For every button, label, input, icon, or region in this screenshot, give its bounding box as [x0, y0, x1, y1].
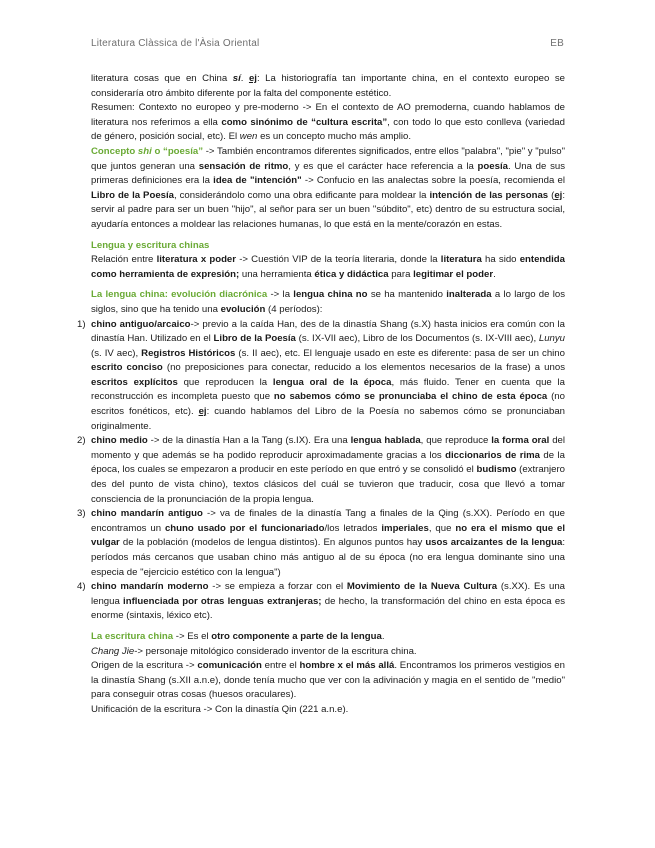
section-heading-lengua-escritura: Lengua y escritura chinas	[91, 239, 210, 251]
paragraph-chang-jie: Chang Jie-> personaje mitológico considerado inventor de la escritura china.	[91, 645, 417, 657]
page-header	[91, 38, 564, 49]
list-item: 1) chino antiguo/arcaico-> previo a la caída Han, des de la dinastía Shang (s.X) hasta inicios era común con la dinastía Han. Utilizado en el Libro de la Poesía (s. IX-VII aec), Libro de los Documentos (s. IX-VIII aec), Lunyu (s. IV aec), Registros Históricos (s. II aec), etc. El lenguaje usado en este es diferente: pasa de ser un chino escrito conciso (no preposiciones para conectar, reducido a los elementos necesarios de la frase) a unos escritos explícitos que reproducen la lengua oral de la época, más fluido. Tener en cuenta que la reconstrucción es incompleta puesto que no sabemos cómo se pronunciaba el chino de esta época (no escritos fonéticos, etc). ej: cuando hablamos del Libro de la Poesía no sabemos cómo se pronunciaban originalmente.	[77, 318, 566, 432]
paragraph-historiography: literatura cosas que en China sí. ej: La historiografía tan importante china, en el contexto europeo se consideraría otro ámbito diferente por la falta del componente estético.	[91, 73, 565, 99]
paragraph-literature-power: Relación entre literatura x poder -> Cuestión VIP de la teoría literaria, donde la literatura ha sido entendida como herramienta de expresión; una herramienta ética y didáctica para legitimar el poder.	[91, 254, 565, 280]
paragraph-diachronic-evolution: La lengua china: evolución diacrónica -> la lengua china no se ha mantenido inalterada a lo largo de los siglos, sino que ha tenido una evolución (4 períodos):	[91, 289, 566, 315]
paragraph-summary: Resumen: Contexto no europeo y pre-moderno -> En el contexto de AO premoderna, cuando hablamos de literatura nos referimos a ella como sinónimo de “cultura escrita”, con todo lo que esto conlleva (variedad de género, posición social, etc). El wen es un concepto mucho más amplio.	[91, 102, 565, 143]
header-title: Literatura Clàssica de l'Àsia Oriental	[91, 38, 260, 49]
list-item: 3) chino mandarín antiguo -> va de finales de la dinastía Tang a finales de la Qing (s.XX). Período en que encontramos un chuno usado por el funcionariado/los letrados imperiales, que no era el mismo que el vulgar de la población (modelos de lengua distintos). En algunos puntos hay usos arcaizantes de la lengua: períodos más cercanos que usaban chino más antiguo al de su época (no era lengua dominante sino una especia de "ejercicio estético con la lengua")	[77, 508, 565, 578]
paragraph-writing-origin: Origen de la escritura -> comunicación entre el hombre x el más allá. Encontramos los primeros vestigios en la dinastía Shang (s.XII a.n.e), donde tenía mucho que ver con la adivinación y magia en el sentido de "medio" para conseguir otras cosas (huesos oraculares).	[91, 660, 565, 701]
list-item: 2) chino medio -> de la dinastía Han a la Tang (s.IX). Era una lengua hablada, que reproduce la forma oral del momento y que además se ha podido reproducir aproximadamente gracias a los diccionarios de rima de la época, los cuales se empezaron a producir en este período en que entró y se consolidó el budismo (extranjero des del punto de vista chino), textos clásicos del cuál se tuvieron que traducir, cosa que llevó a tomar consciencia de la pronunciación de la propia lengua.	[77, 435, 565, 505]
header-initials: EB	[550, 38, 564, 49]
paragraph-writing: La escritura china -> Es el otro componente a parte de la lengua.	[91, 630, 385, 642]
paragraph-concept-shi: Concepto shi o “poesía” -> También encontramos diferentes significados, entre ellos "palabra", "pie" y "pulso" que juntos generan una sensación de ritmo, y es que el carácter hace referencia a la poesía. Una de sus primeras definiciones era la idea de "intención" -> Confucio en las analectas sobre la poesía, recomienda el Libro de la Poesía, considerándolo como una obra edificante para moldear la intención de las personas (ej: servir al padre para ser un buen "hijo", al señor para ser un buen "súbdito", etc) dentro de su estructura social, ayudaría entonces a moldear las relaciones humanas, lo que está en la mente/corazón en estas.	[91, 145, 566, 230]
list-item: 4) chino mandarín moderno -> se empieza a forzar con el Movimiento de la Nueva Cultura (s.XX). Es una lengua influenciada por otras lenguas extranjeras; de hecho, la transformación del chino en esta época es enorme (sintaxis, léxico etc).	[77, 581, 565, 622]
paragraph-writing-unification: Unificación de la escritura -> Con la dinastía Qin (221 a.n.e).	[91, 703, 349, 715]
document-body	[77, 72, 566, 718]
concept-shi-heading: Concepto shi o “poesía”	[91, 145, 204, 157]
